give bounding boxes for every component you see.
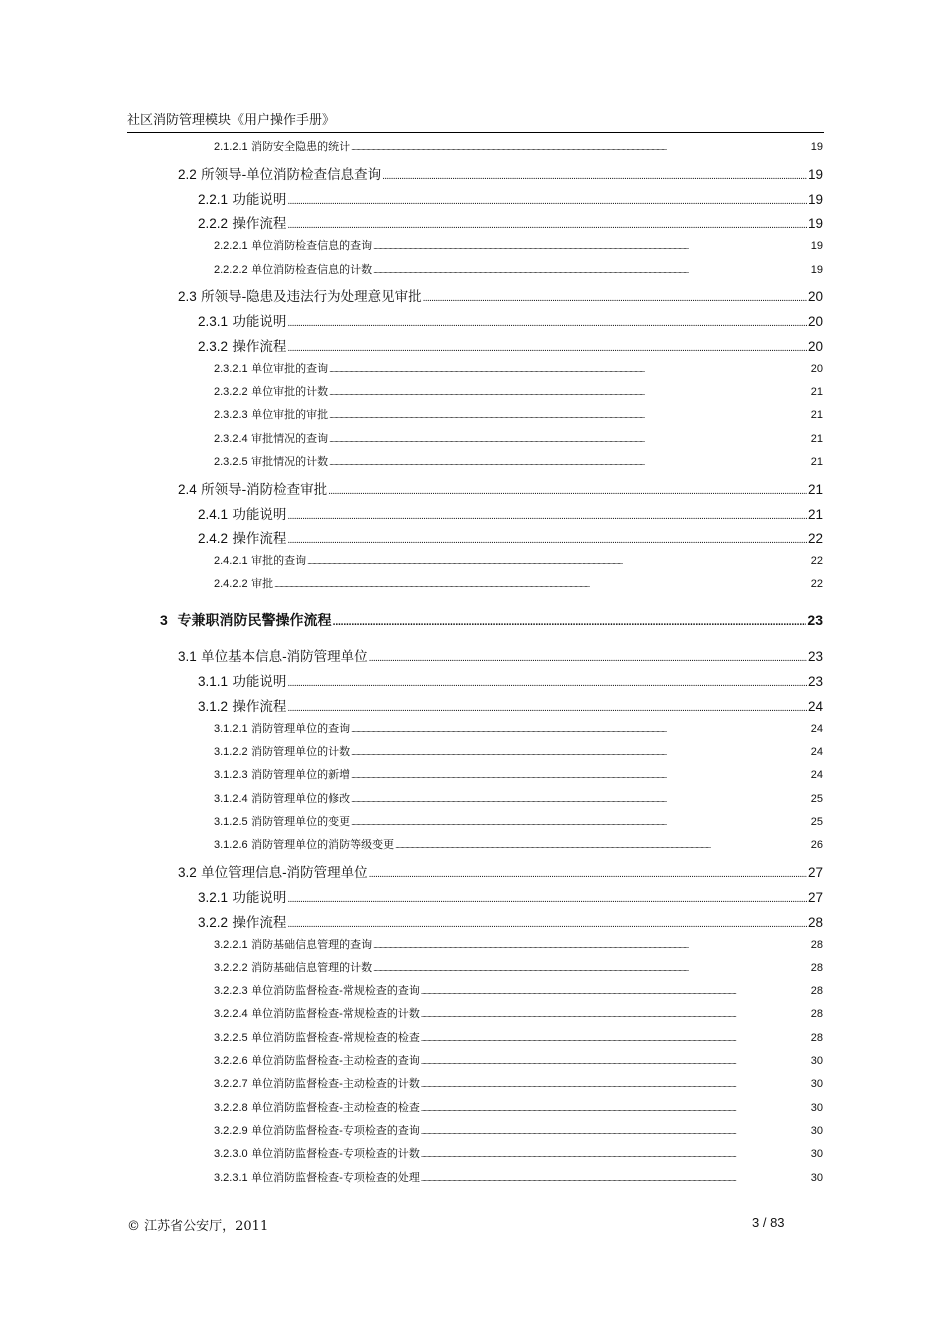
toc-entry[interactable] [214, 1122, 823, 1138]
dot-leader [287, 536, 807, 546]
dot-leader [351, 772, 810, 780]
toc-entry[interactable] [214, 813, 823, 829]
toc-entry-number: 3.1.2 [198, 699, 229, 714]
toc-entry-number: 3.1.2.5 [214, 816, 248, 828]
toc-entry-number: 3.2.3.0 [214, 1148, 248, 1161]
toc-entry[interactable] [198, 695, 823, 715]
toc-entry-title: 单位消防监督检查-专项检查的计数 [251, 1147, 420, 1161]
toc-entry-title: 单位消防监督检查-常规检查的检查 [251, 1030, 420, 1044]
toc-entry-title: 消防基础信息管理的计数 [251, 960, 373, 974]
dot-leader [307, 558, 810, 566]
toc-entry-title: 功能说明 [232, 314, 287, 331]
toc-entry-page: 21 [810, 455, 823, 468]
toc-entry-number: 3.2 [178, 865, 197, 881]
toc-entry-page: 21 [810, 386, 823, 398]
toc-entry-page: 22 [810, 578, 823, 591]
dot-leader [287, 679, 807, 689]
toc-entry[interactable] [198, 503, 823, 523]
dot-leader [287, 344, 807, 354]
toc-entry-number: 2.1.2.1 [214, 141, 248, 153]
toc-entry-page: 21 [810, 409, 823, 422]
dot-leader [287, 197, 807, 207]
toc-entry[interactable] [178, 645, 823, 665]
dot-leader [351, 144, 810, 152]
footer-copyright: © 江苏省公安厅，2011 [127, 1219, 269, 1234]
toc-entry[interactable] [214, 552, 823, 568]
toc-entry-title: 消防管理单位的消防等级变更 [251, 838, 395, 852]
toc-entry-page: 23 [807, 674, 823, 690]
toc-entry-title: 操作流程 [232, 216, 287, 233]
toc-entry[interactable] [198, 670, 823, 690]
toc-entry-page: 30 [810, 1101, 823, 1114]
toc-entry-page: 28 [810, 1008, 823, 1021]
toc-entry[interactable] [214, 790, 823, 806]
dot-leader [382, 172, 807, 182]
toc-entry-page: 30 [810, 1171, 823, 1184]
toc-entry-page: 22 [810, 555, 823, 568]
toc-entry-title: 单位消防监督检查-常规检查的查询 [251, 984, 420, 998]
toc-entry-title: 单位基本信息-消防管理单位 [201, 649, 368, 666]
toc-entry[interactable] [214, 453, 823, 469]
toc-entry-page: 30 [810, 1124, 823, 1137]
dot-leader [329, 366, 810, 374]
dot-leader [351, 749, 810, 757]
toc-entry-number: 2.4 [178, 481, 197, 497]
toc-entry-number: 2.4.2.1 [214, 555, 248, 568]
toc-entry-title: 所领导-消防检查审批 [201, 481, 328, 498]
toc-entry[interactable] [178, 285, 823, 305]
toc-entry-number: 2.2 [178, 166, 197, 182]
toc-entry-page: 23 [807, 612, 823, 629]
toc-entry-number: 3.2.2.7 [214, 1078, 248, 1091]
toc-entry-title: 消防安全隐患的统计 [251, 140, 351, 153]
toc-entry-number: 3.2.2.4 [214, 1008, 248, 1021]
toc-entry-page: 25 [810, 816, 823, 828]
toc-entry-page: 28 [810, 985, 823, 998]
dot-leader [421, 1151, 810, 1159]
toc-entry[interactable] [160, 610, 823, 630]
dot-leader [287, 704, 807, 714]
dot-leader [329, 389, 810, 397]
toc-entry[interactable] [214, 743, 823, 759]
toc-entry[interactable] [214, 1145, 823, 1161]
toc-entry-page: 20 [807, 289, 823, 305]
toc-entry-number: 3.2.2 [198, 914, 229, 930]
toc-entry[interactable] [214, 836, 823, 852]
toc-entry-title: 专兼职消防民警操作流程 [177, 613, 332, 630]
footer-page-indicator: 3 / 83 [752, 1215, 785, 1230]
toc-entry-number: 2.3.2.2 [214, 386, 248, 398]
toc-entry-number: 3.2.2.6 [214, 1055, 248, 1067]
toc-entry-title: 所领导-单位消防检查信息查询 [201, 166, 382, 183]
dot-leader [395, 842, 810, 850]
toc-entry[interactable] [214, 766, 823, 782]
toc-entry-page: 26 [810, 839, 823, 852]
toc-entry[interactable] [214, 959, 823, 975]
toc-entry[interactable] [198, 911, 823, 931]
toc-entry[interactable] [214, 1169, 823, 1185]
toc-entry-title: 功能说明 [232, 191, 287, 208]
toc-entry-title: 审批情况的查询 [251, 431, 329, 445]
toc-entry[interactable] [178, 163, 823, 183]
toc-entry[interactable] [198, 310, 823, 330]
toc-entry-page: 20 [810, 362, 823, 375]
toc-entry-number: 3.2.2.9 [214, 1124, 248, 1137]
toc-entry-title: 操作流程 [232, 338, 287, 355]
dot-leader [421, 1105, 810, 1113]
toc-entry-page: 28 [810, 961, 823, 974]
toc-entry-page: 20 [807, 314, 823, 330]
toc-entry-page: 21 [807, 481, 823, 497]
dot-leader [287, 512, 807, 522]
toc-entry-title: 操作流程 [232, 914, 287, 931]
toc-entry-number: 2.3.2.4 [214, 432, 248, 445]
toc-entry-number: 3.2.2.1 [214, 938, 248, 951]
toc-entry-page: 22 [807, 531, 823, 547]
toc-entry[interactable] [214, 383, 823, 399]
dot-leader [369, 654, 807, 664]
dot-leader [421, 988, 810, 996]
toc-entry-title: 审批的查询 [251, 554, 307, 568]
toc-entry-number: 2.4.2 [198, 531, 229, 547]
toc-entry-number: 3.1.2.6 [214, 839, 248, 852]
toc-entry-page: 24 [810, 722, 823, 735]
dot-leader [287, 221, 807, 231]
dot-leader [423, 294, 807, 304]
toc-entry-number: 3.2.2.2 [214, 961, 248, 974]
toc-entry-title: 单位消防检查信息的计数 [251, 262, 373, 276]
toc-entry[interactable] [198, 527, 823, 547]
toc-entry[interactable] [214, 982, 823, 998]
toc-entry-title: 功能说明 [232, 506, 287, 523]
toc-entry[interactable] [178, 478, 823, 498]
toc-entry[interactable] [214, 360, 823, 376]
toc-entry-page: 19 [810, 141, 823, 153]
toc-entry[interactable] [198, 188, 823, 208]
dot-leader [329, 436, 810, 444]
toc-entry-page: 24 [810, 769, 823, 782]
toc-entry[interactable] [198, 212, 823, 232]
dot-leader [351, 726, 810, 734]
toc-entry-page: 24 [810, 746, 823, 759]
dot-leader [328, 487, 807, 497]
toc-entry-number: 3.1.2.2 [214, 746, 248, 759]
toc-entry[interactable] [214, 575, 823, 591]
toc-entry-page: 30 [810, 1055, 823, 1067]
toc-entry[interactable] [214, 1029, 823, 1045]
toc-entry-title: 单位消防监督检查-主动检查的检查 [251, 1100, 420, 1114]
toc-entry-title: 消防管理单位的查询 [251, 721, 351, 735]
toc-entry[interactable] [214, 1052, 823, 1068]
dot-leader [351, 819, 810, 827]
toc-entry[interactable] [198, 886, 823, 906]
toc-entry-number: 3.2.2.8 [214, 1101, 248, 1114]
toc-entry-number: 2.3.1 [198, 314, 229, 330]
dot-leader [287, 920, 807, 930]
toc-entry[interactable] [214, 1075, 823, 1091]
toc-entry[interactable] [198, 335, 823, 355]
toc-entry-title: 单位消防检查信息的查询 [251, 239, 373, 253]
toc-entry-page: 20 [807, 338, 823, 354]
toc-entry-number: 3.1.2.4 [214, 792, 248, 805]
toc-entry-number: 3.1 [178, 649, 197, 665]
toc-entry-number: 2.4.2.2 [214, 578, 248, 591]
toc-entry-page: 30 [810, 1148, 823, 1161]
toc-entry-page: 27 [807, 865, 823, 881]
toc-entry-page: 28 [810, 1031, 823, 1044]
dot-leader [373, 942, 810, 950]
toc-entry[interactable] [214, 406, 823, 422]
toc-entry-number: 2.3.2.1 [214, 362, 248, 375]
toc-entry-title: 所领导-隐患及违法行为处理意见审批 [201, 289, 422, 306]
dot-leader [421, 1081, 810, 1089]
toc-entry-title: 单位消防监督检查-主动检查的计数 [251, 1077, 420, 1091]
toc-entry-page: 25 [810, 792, 823, 805]
toc-entry-page: 24 [807, 699, 823, 714]
toc-entry-number: 3.1.2.3 [214, 769, 248, 782]
dot-leader [287, 895, 807, 905]
toc-entry-number: 2.2.2 [198, 216, 229, 232]
toc-entry-page: 23 [807, 649, 823, 665]
toc-entry-page: 19 [810, 240, 823, 253]
toc-entry-title: 审批 [251, 577, 274, 591]
toc-entry[interactable] [178, 861, 823, 881]
toc-entry-page: 28 [810, 938, 823, 951]
toc-entry-number: 2.3.2.5 [214, 455, 248, 468]
toc-entry[interactable] [214, 138, 823, 154]
dot-leader [373, 243, 810, 251]
toc-entry-title: 操作流程 [232, 699, 287, 715]
toc-entry-number: 3.1.1 [198, 674, 229, 690]
toc-entry-page: 19 [807, 166, 823, 182]
dot-leader [421, 1035, 810, 1043]
toc-entry-title: 消防基础信息管理的查询 [251, 937, 373, 951]
toc-entry-number: 3.2.2.5 [214, 1031, 248, 1044]
toc-entry-page: 19 [810, 263, 823, 276]
toc-entry[interactable] [214, 720, 823, 736]
dot-leader [421, 1058, 810, 1066]
toc-entry-page: 28 [807, 914, 823, 930]
toc-entry[interactable] [214, 261, 823, 277]
toc-entry[interactable] [214, 1005, 823, 1021]
toc-entry-title: 单位消防监督检查-专项检查的查询 [251, 1123, 420, 1137]
toc-entry[interactable] [214, 936, 823, 952]
toc-entry-number: 2.3.2 [198, 338, 229, 354]
toc-entry-title: 消防管理单位的计数 [251, 745, 351, 759]
document-title: 社区消防管理模块《用户操作手册》 [127, 113, 336, 128]
toc-entry-title: 消防管理单位的新增 [251, 768, 351, 782]
toc-entry-title: 单位管理信息-消防管理单位 [201, 865, 368, 882]
dot-leader [287, 319, 807, 329]
toc-entry-title: 功能说明 [232, 889, 287, 906]
dot-leader [373, 267, 810, 275]
toc-entry[interactable] [214, 430, 823, 446]
toc-entry-title: 单位审批的审批 [251, 408, 329, 422]
dot-leader [421, 1011, 810, 1019]
dot-leader [351, 796, 810, 804]
toc-entry-number: 2.3 [178, 289, 197, 305]
toc-entry-title: 单位消防监督检查-常规检查的计数 [251, 1007, 420, 1021]
toc-entry-title: 单位审批的查询 [251, 361, 329, 375]
toc-entry-number: 2.2.1 [198, 191, 229, 207]
toc-entry-title: 单位审批的计数 [251, 385, 329, 398]
toc-entry-number: 2.2.2.2 [214, 263, 248, 276]
dot-leader [333, 618, 807, 628]
toc-entry-number: 3.2.3.1 [214, 1171, 248, 1184]
toc-entry-number: 2.3.2.3 [214, 409, 248, 422]
toc-entry-number: 3.2.1 [198, 889, 229, 905]
toc-entry-number: 2.4.1 [198, 506, 229, 522]
toc-entry-page: 21 [807, 506, 823, 522]
toc-entry-page: 21 [810, 432, 823, 445]
toc-entry-number: 3.2.2.3 [214, 985, 248, 998]
dot-leader [274, 581, 810, 589]
toc-entry-page: 19 [807, 191, 823, 207]
toc-entry-page: 19 [807, 216, 823, 232]
dot-leader [421, 1128, 810, 1136]
dot-leader [329, 412, 810, 420]
toc-entry-page: 30 [810, 1078, 823, 1091]
toc-entry-title: 操作流程 [232, 531, 287, 548]
toc-entry-number: 3 [160, 612, 168, 629]
toc-entry-title: 单位消防监督检查-主动检查的查询 [251, 1054, 420, 1067]
toc-entry-title: 消防管理单位的修改 [251, 791, 351, 805]
dot-leader [373, 965, 810, 973]
toc-entry-title: 单位消防监督检查-专项检查的处理 [251, 1170, 420, 1184]
toc-entry[interactable] [214, 237, 823, 253]
toc-entry-title: 审批情况的计数 [251, 454, 329, 468]
dot-leader [329, 459, 810, 467]
dot-leader [421, 1175, 810, 1183]
toc-entry-number: 3.1.2.1 [214, 722, 248, 735]
toc-entry-title: 消防管理单位的变更 [251, 815, 351, 828]
toc-entry[interactable] [214, 1099, 823, 1115]
toc-entry-title: 功能说明 [232, 674, 287, 691]
dot-leader [369, 870, 807, 880]
toc-entry-number: 2.2.2.1 [214, 240, 248, 253]
toc-entry-page: 27 [807, 889, 823, 905]
